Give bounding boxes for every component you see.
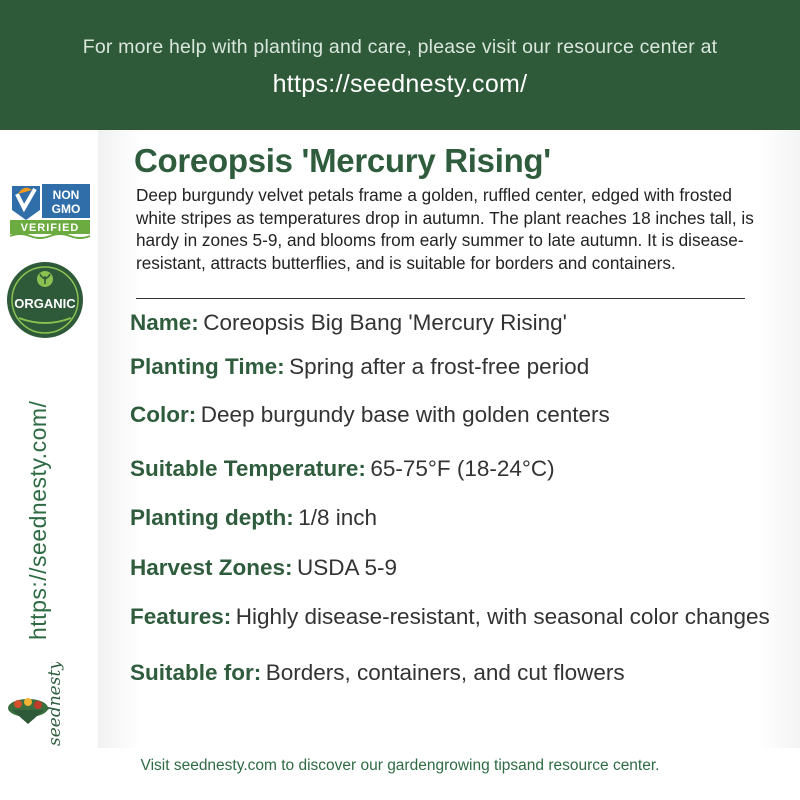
section-divider [136, 298, 745, 299]
non-gmo-middle-text: GMO [51, 202, 81, 216]
spec-row-temperature [130, 456, 555, 482]
spec-row-features [130, 604, 770, 630]
left-sidebar [0, 130, 98, 750]
spec-value-features: Highly disease-resistant, with seasonal color changes [235, 604, 770, 629]
non-gmo-verified-badge [8, 178, 92, 240]
spec-label-name: Name: [130, 310, 199, 335]
organic-badge [5, 260, 85, 340]
spec-label-features: Features: [130, 604, 232, 629]
non-gmo-top-text: NON [52, 188, 80, 202]
organic-badge-text: ORGANIC [14, 296, 76, 311]
spec-value-temperature: 65-75°F (18-24°C) [370, 456, 555, 481]
spec-label-color: Color: [130, 402, 197, 427]
banner-help-text: For more help with planting and care, please visit our resource center at [82, 36, 718, 58]
seednesty-logo [4, 662, 74, 748]
spec-row-harvest-zones [130, 555, 397, 581]
product-info-card [98, 130, 800, 748]
spec-row-planting-time [130, 354, 589, 380]
spec-label-suitable-for: Suitable for: [130, 660, 262, 685]
spec-label-temperature: Suitable Temperature: [130, 456, 366, 481]
top-banner [0, 0, 800, 130]
spec-row-suitable-for [130, 660, 625, 686]
spec-value-name: Coreopsis Big Bang 'Mercury Rising' [203, 310, 567, 335]
spec-value-harvest-zones: USDA 5-9 [297, 555, 398, 580]
spec-value-planting-depth: 1/8 inch [298, 505, 377, 530]
spec-label-planting-time: Planting Time: [130, 354, 285, 379]
spec-label-planting-depth: Planting depth: [130, 505, 294, 530]
brand-name-text: seednesty [45, 662, 65, 746]
footer-note: Visit seednesty.com to discover our gardengrowing tipsand resource center. [140, 757, 660, 774]
banner-url-link[interactable]: https://seednesty.com/ [272, 70, 528, 98]
product-description: Deep burgundy velvet petals frame a golden, ruffled center, edged with frosted white stripes as temperatures drop in autumn. The plant reaches 18 inches tall, is hardy in zones 5-9, and blooms from early summer to late autumn. It is disease-resistant, attracts butterflies, and is suitable for borders and containers. [136, 185, 754, 273]
non-gmo-verified-text: VERIFIED [20, 222, 80, 234]
spec-value-planting-time: Spring after a frost-free period [289, 354, 590, 379]
spec-row-planting-depth [130, 505, 377, 531]
product-title: Coreopsis 'Mercury Rising' [134, 142, 551, 179]
seednesty-logo-icon [4, 662, 74, 748]
spec-row-name [130, 310, 567, 336]
spec-label-harvest-zones: Harvest Zones: [130, 555, 293, 580]
vertical-url-text[interactable]: https://seednesty.com/ [25, 400, 51, 640]
spec-value-suitable-for: Borders, containers, and cut flowers [265, 660, 625, 685]
spec-row-color [130, 402, 610, 428]
spec-value-color: Deep burgundy base with golden centers [200, 402, 610, 427]
